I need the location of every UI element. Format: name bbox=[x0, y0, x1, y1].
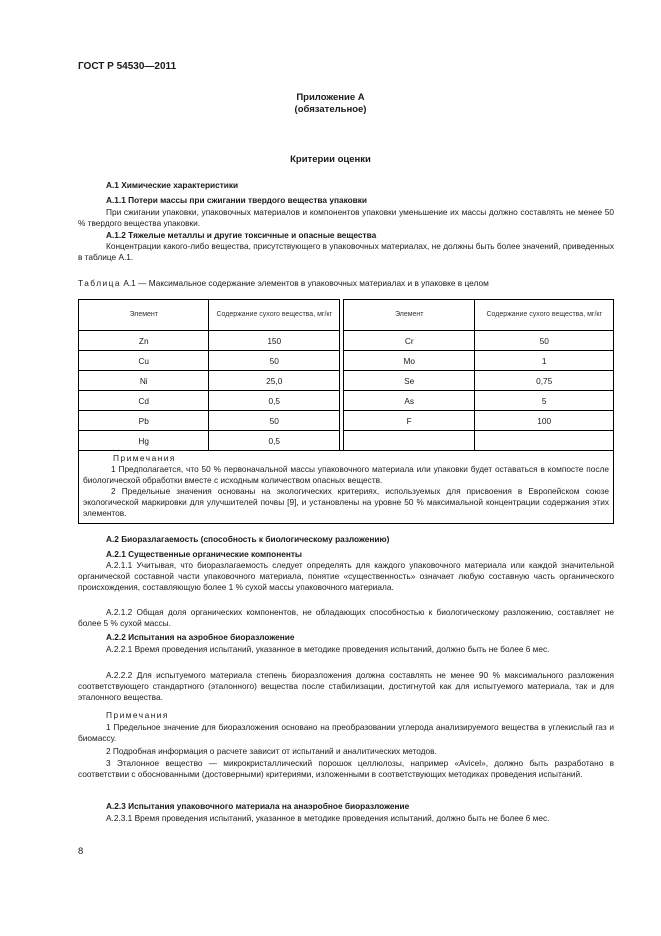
table-cell: Zn bbox=[79, 331, 209, 351]
table-cell: 1 bbox=[475, 351, 614, 371]
table-row bbox=[79, 371, 614, 391]
appendix-heading bbox=[0, 92, 661, 116]
table-header: Элемент bbox=[79, 300, 209, 331]
table-cell: Se bbox=[343, 371, 474, 391]
document-header: ГОСТ Р 54530—2011 bbox=[78, 61, 177, 72]
a222-text: А.2.2.2 Для испытуемого материала степень биоразложения должна составлять не менее 90 % максимального разложения соответствующего стандартного (эталонного) вещества после стабилизации, достигнутой как для испытуемого материала, так и для эталонного вещества. bbox=[78, 670, 614, 702]
table-cell: Cd bbox=[79, 391, 209, 411]
a11-text: При сжигании упаковки, упаковочных материалов и компонентов упаковки уменьшение их массы должно составлять не менее 50 % твердого вещества упаковки. bbox=[78, 207, 614, 228]
table-cell bbox=[475, 431, 614, 451]
table-caption-text: А.1 — Максимальное содержание элементов в упаковочных материалах и в упаковке в целом bbox=[121, 278, 489, 288]
table-caption bbox=[78, 278, 614, 289]
table-cell: Cr bbox=[343, 331, 474, 351]
table-cell: 50 bbox=[475, 331, 614, 351]
table-cell: Cu bbox=[79, 351, 209, 371]
table-cell: Mo bbox=[343, 351, 474, 371]
table-header-row bbox=[79, 300, 614, 331]
appendix-title: Приложение А bbox=[296, 92, 365, 103]
table-row bbox=[79, 391, 614, 411]
table-caption-prefix: Таблица bbox=[78, 278, 122, 288]
a212-text: А.2.1.2 Общая доля органических компонентов, не обладающих способностью к биологическому разложению, составляет не более 5 % сухой массы. bbox=[78, 607, 614, 628]
table-cell: 150 bbox=[209, 331, 340, 351]
section-title: Критерии оценки bbox=[290, 154, 371, 165]
elements-table bbox=[78, 299, 614, 524]
table-header: Элемент bbox=[343, 300, 474, 331]
table-cell: 100 bbox=[475, 411, 614, 431]
a1-heading: А.1 Химические характеристики bbox=[106, 180, 239, 190]
table-note-1: 1 Предполагается, что 50 % первоначальной массы упаковочного материала или упаковки будет оставаться в компосте после биологической обработки вместе с исходным количеством опасных веществ. bbox=[83, 464, 609, 485]
table-cell: 25,0 bbox=[209, 371, 340, 391]
a11-heading: А.1.1 Потери массы при сжигании твердого вещества упаковки bbox=[106, 195, 368, 205]
a23-heading: А.2.3 Испытания упаковочного материала на анаэробное биоразложение bbox=[106, 801, 410, 811]
table-notes-label: Примечания bbox=[113, 453, 176, 463]
table-cell: F bbox=[343, 411, 474, 431]
table-notes bbox=[79, 451, 614, 524]
appendix-subtitle: (обязательное) bbox=[294, 104, 367, 115]
a2-note-1: 1 Предельное значение для биоразложения основано на преобразовании углерода анализируемого вещества в углекислый газ и биомассу. bbox=[78, 722, 614, 743]
a2-note-2: 2 Подробная информация о расчете зависит от испытаний и аналитических методов. bbox=[106, 746, 437, 756]
a22-heading: А.2.2 Испытания на аэробное биоразложение bbox=[106, 632, 295, 642]
a21-heading: А.2.1 Существенные органические компоненты bbox=[106, 549, 302, 559]
a221-text: А.2.2.1 Время проведения испытаний, указанное в методике проведения испытаний, должно быть не более 6 мес. bbox=[106, 644, 550, 654]
table-row bbox=[79, 411, 614, 431]
table-cell: Ni bbox=[79, 371, 209, 391]
table-cell: 50 bbox=[209, 351, 340, 371]
a211-text: А.2.1.1 Учитывая, что биоразлагаемость следует определять для каждого упаковочного материала или каждой значительной органической составной части упаковочного материала, понятие «существенность» означает любую составную часть органического происхождения, составляющую более 1 % сухой массы упаковочного материала. bbox=[78, 560, 614, 592]
a231-text: А.2.3.1 Время проведения испытаний, указанное в методике проведения испытаний, должно быть не более 6 мес. bbox=[106, 813, 550, 823]
table-cell: Hg bbox=[79, 431, 209, 451]
table-cell: 0,75 bbox=[475, 371, 614, 391]
table-row bbox=[79, 331, 614, 351]
notes-label: Примечания bbox=[106, 710, 169, 720]
table-header: Содержание сухого вещества, мг/кг bbox=[209, 300, 340, 331]
a2-heading: А.2 Биоразлагаемость (способность к биологическому разложению) bbox=[106, 534, 390, 544]
table-row bbox=[79, 351, 614, 371]
page-number: 8 bbox=[78, 846, 84, 857]
a12-text: Концентрации какого-либо вещества, присутствующего в упаковочных материалах, не должны быть более значений, приведенных в таблице А.1. bbox=[78, 241, 614, 262]
table-note-2: 2 Предельные значения основаны на экологических критериях, используемых для присвоения в Европейском союзе экологической маркировки для улучшителей почвы [9], и установлены на уровне 50 % максимальной концентрации содержания этих элементов. bbox=[83, 486, 609, 518]
table-cell: 0,5 bbox=[209, 431, 340, 451]
table-row bbox=[79, 431, 614, 451]
table-cell: 5 bbox=[475, 391, 614, 411]
a2-note-3: 3 Эталонное вещество — микрокристаллический порошок целлюлозы, например «Avicel», должно быть разработано в соответствии с обоснованными (достоверными) критериями, изложенными в соответствующих методиках проведения испытаний. bbox=[78, 758, 614, 779]
table-cell: 0,5 bbox=[209, 391, 340, 411]
table-cell: Pb bbox=[79, 411, 209, 431]
table-notes-row bbox=[79, 451, 614, 524]
table-cell: As bbox=[343, 391, 474, 411]
table-header: Содержание сухого вещества, мг/кг bbox=[475, 300, 614, 331]
table-cell bbox=[343, 431, 474, 451]
a12-heading: А.1.2 Тяжелые металлы и другие токсичные и опасные вещества bbox=[106, 230, 377, 240]
table-cell: 50 bbox=[209, 411, 340, 431]
